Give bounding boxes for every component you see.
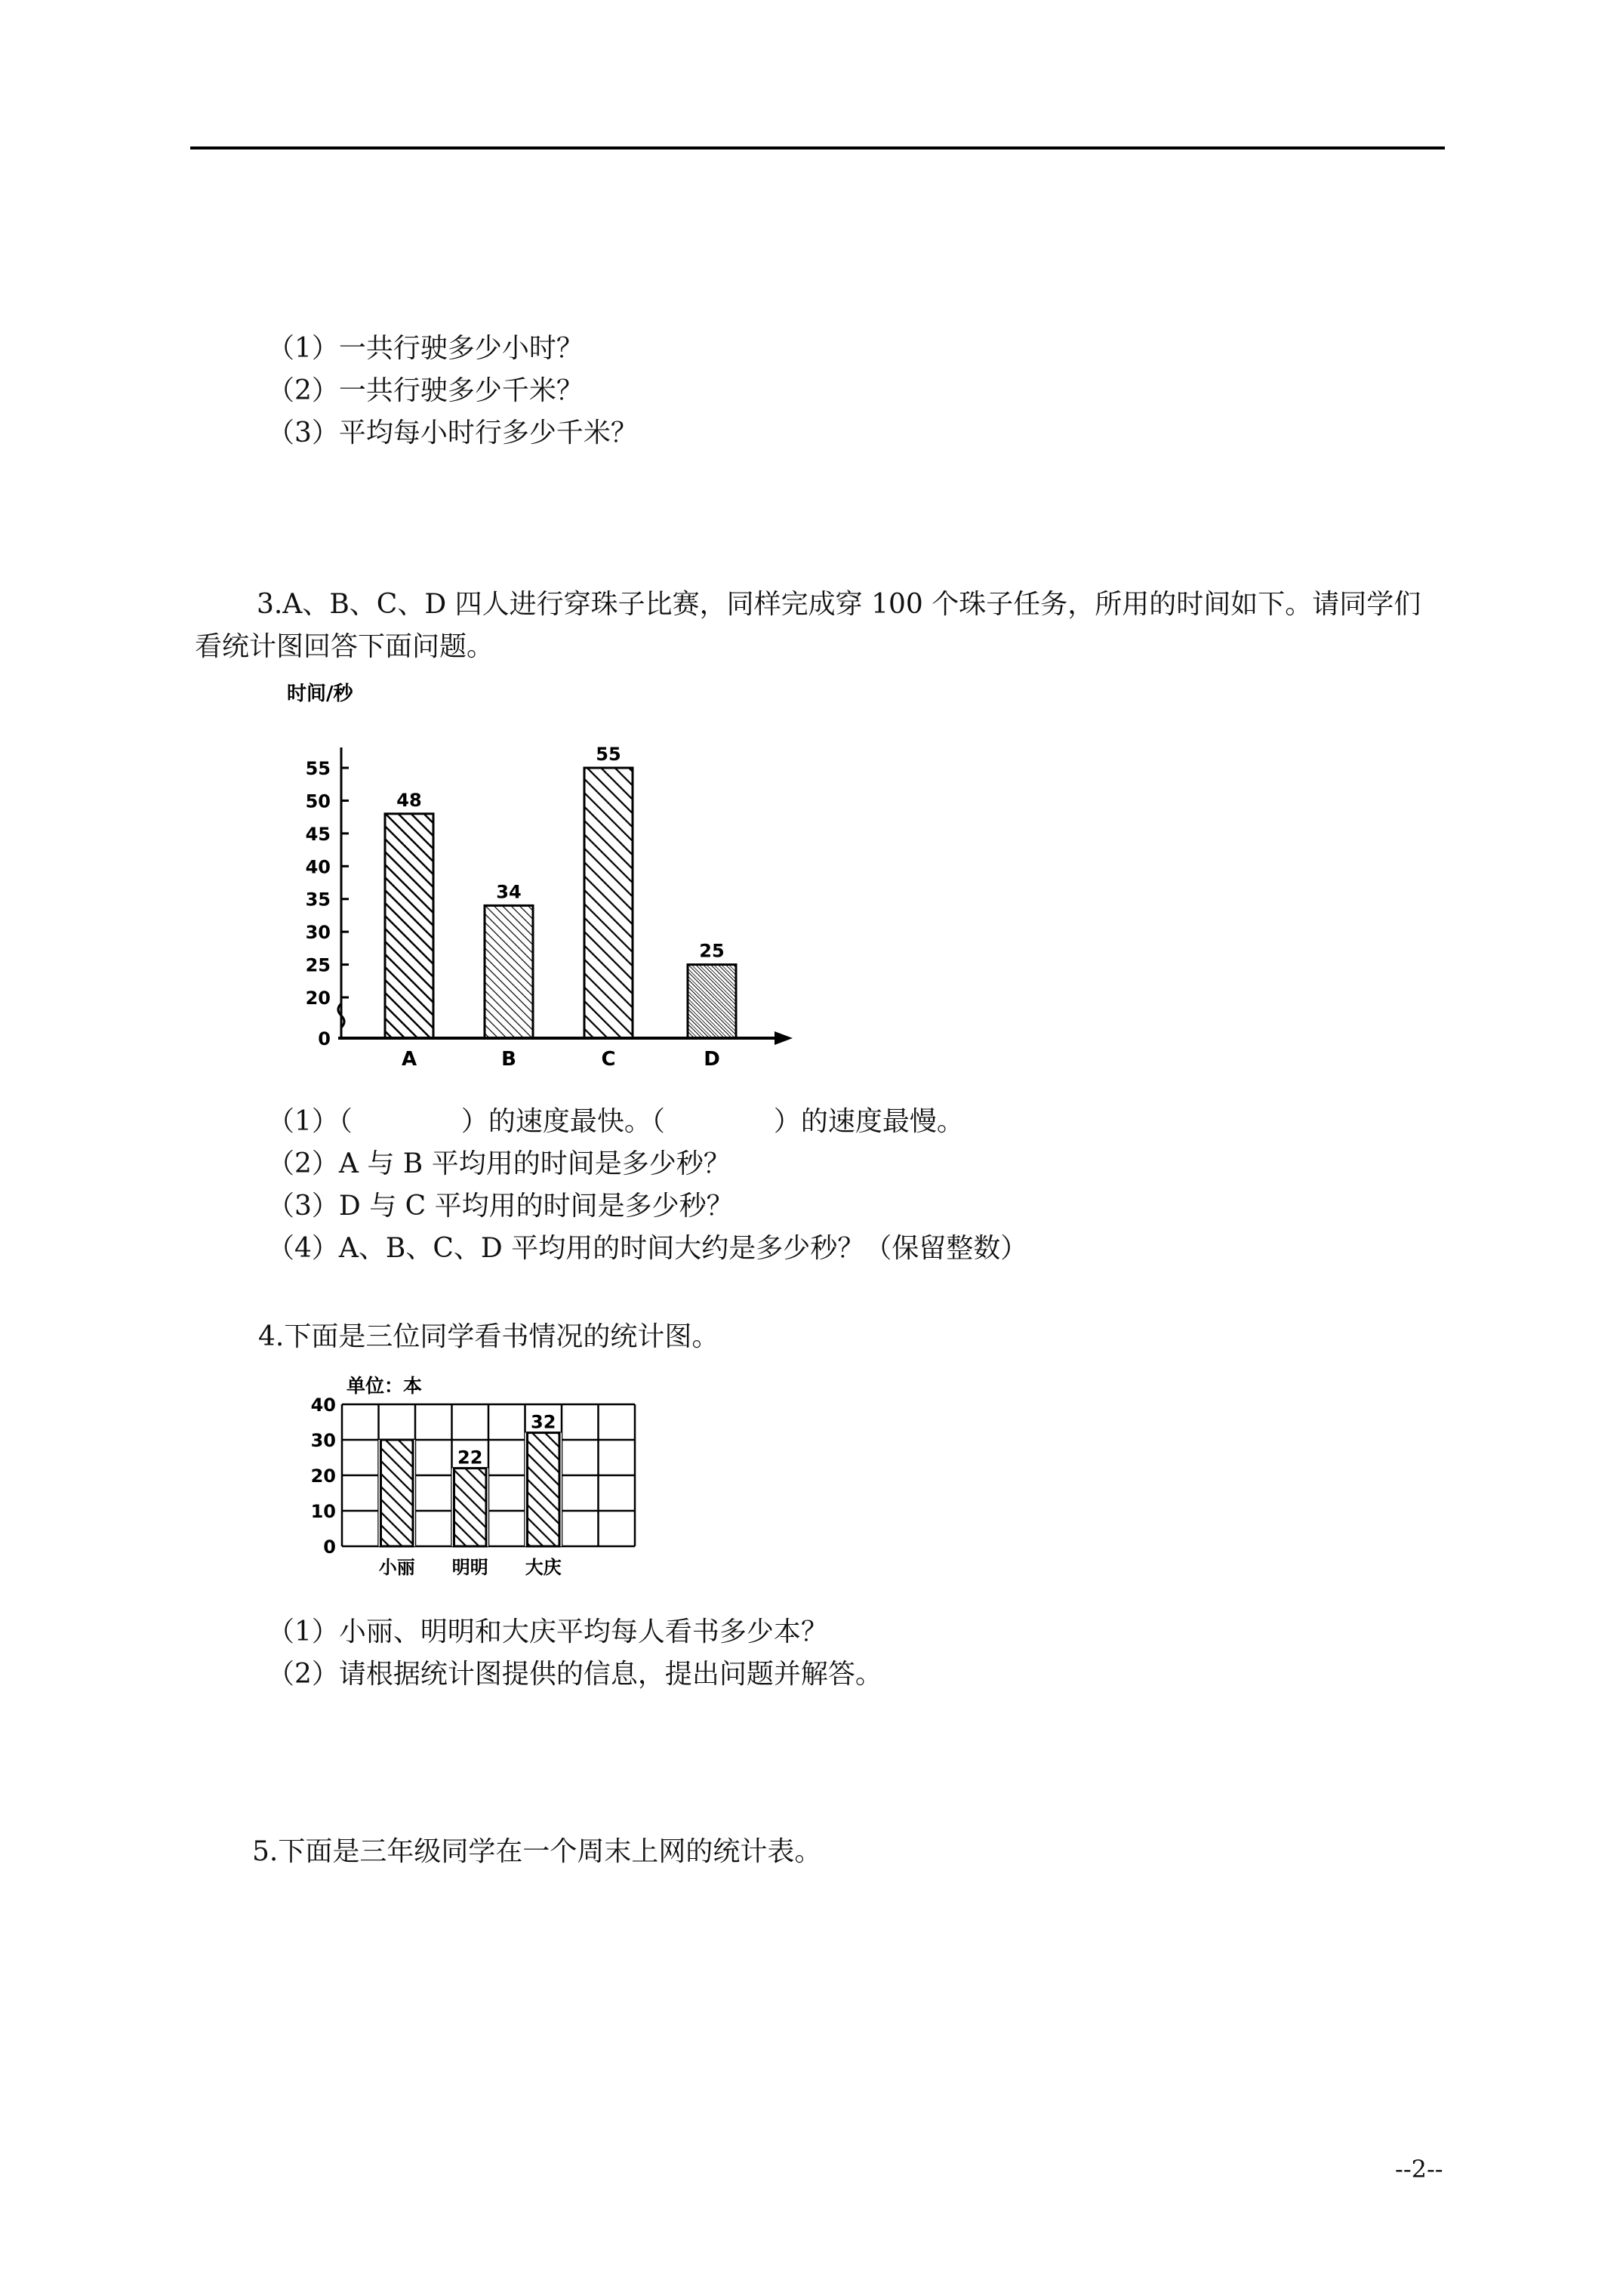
chart1-data-label: 55 bbox=[596, 744, 621, 765]
question-2-3: （3）平均每小时行多少千米？ bbox=[267, 418, 638, 448]
chart1-y-tick-label: 30 bbox=[305, 922, 331, 944]
chart2-unit-label: 单位：本 bbox=[346, 1375, 423, 1397]
question-4-2: （2）请根据统计图提供的信息，提出问题并解答。 bbox=[267, 1659, 882, 1690]
problem-3-intro-line1: 3.A、B、C、D 四人进行穿珠子比赛，同样完成穿 100 个珠子任务，所用的时间如下。请同学们 bbox=[257, 589, 1421, 620]
chart1-data-label: 25 bbox=[699, 940, 725, 962]
chart2-bar-大庆 bbox=[528, 1433, 560, 1546]
question-3-1: （1）（ ）的速度最快。（ ）的速度最慢。 bbox=[267, 1106, 964, 1137]
chart1-bar-D bbox=[688, 965, 736, 1038]
chart2-y-tick-label: 40 bbox=[310, 1395, 336, 1416]
chart1-bar-C bbox=[584, 768, 633, 1038]
chart1-y-tick-label: 55 bbox=[305, 758, 331, 779]
chart-reading-books bbox=[298, 1367, 653, 1586]
chart1-y-tick-label: 20 bbox=[305, 988, 331, 1009]
header-rule bbox=[190, 146, 1445, 149]
chart2-bar-明明 bbox=[454, 1469, 487, 1546]
problem-3-intro-line2: 看统计图回答下面问题。 bbox=[195, 631, 494, 662]
chart2-category-label: 小丽 bbox=[378, 1557, 415, 1578]
chart2-y-tick-label: 20 bbox=[310, 1465, 336, 1487]
chart1-y-tick-label: 40 bbox=[305, 856, 331, 878]
question-3-3: （3）D 与 C 平均用的时间是多少秒？ bbox=[267, 1191, 734, 1222]
chart2-y-tick-label: 10 bbox=[310, 1501, 336, 1522]
chart1-y-tick-label: 45 bbox=[305, 823, 331, 845]
problem-4-intro: 4.下面是三位同学看书情况的统计图。 bbox=[258, 1321, 719, 1352]
chart1-y-tick-label: 50 bbox=[305, 791, 331, 812]
question-2-2: （2）一共行驶多少千米？ bbox=[267, 375, 584, 406]
chart1-data-label: 48 bbox=[396, 789, 422, 811]
chart2-data-label: 22 bbox=[457, 1447, 483, 1469]
question-3-2: （2）A 与 B 平均用的时间是多少秒？ bbox=[267, 1148, 731, 1179]
chart2-data-label: 32 bbox=[531, 1411, 556, 1433]
chart1-bar-B bbox=[485, 905, 533, 1038]
question-3-4: （4）A、B、C、D 平均用的时间大约是多少秒？（保留整数） bbox=[267, 1233, 1028, 1264]
chart2-category-label: 明明 bbox=[451, 1557, 488, 1578]
chart1-ylabel: 时间/秒 bbox=[287, 683, 353, 705]
chart2-y-tick-label: 0 bbox=[323, 1536, 336, 1558]
chart1-category-label: D bbox=[704, 1048, 720, 1071]
chart1-y-tick-label: 25 bbox=[305, 954, 331, 976]
question-4-1: （1）小丽、明明和大庆平均每人看书多少本？ bbox=[267, 1616, 828, 1647]
chart1-y-tick-label: 35 bbox=[305, 889, 331, 911]
chart-race-times bbox=[272, 676, 815, 1083]
question-2-1: （1）一共行驶多少小时？ bbox=[267, 333, 584, 364]
chart2-y-tick-label: 30 bbox=[310, 1430, 336, 1451]
chart1-category-label: B bbox=[501, 1048, 516, 1071]
chart1-data-label: 34 bbox=[496, 881, 522, 903]
problem-5-intro: 5.下面是三年级同学在一个周末上网的统计表。 bbox=[252, 1836, 822, 1867]
chart2-category-label: 大庆 bbox=[525, 1557, 562, 1578]
chart1-category-label: A bbox=[401, 1048, 417, 1071]
chart1-category-label: C bbox=[601, 1048, 616, 1071]
chart1-bar-A bbox=[385, 814, 433, 1038]
chart1-y-tick-label: 0 bbox=[318, 1028, 331, 1049]
page-number: --2-- bbox=[1395, 2155, 1443, 2184]
chart1-x-axis-arrow bbox=[775, 1031, 793, 1045]
chart2-bar-小丽 bbox=[381, 1440, 414, 1546]
